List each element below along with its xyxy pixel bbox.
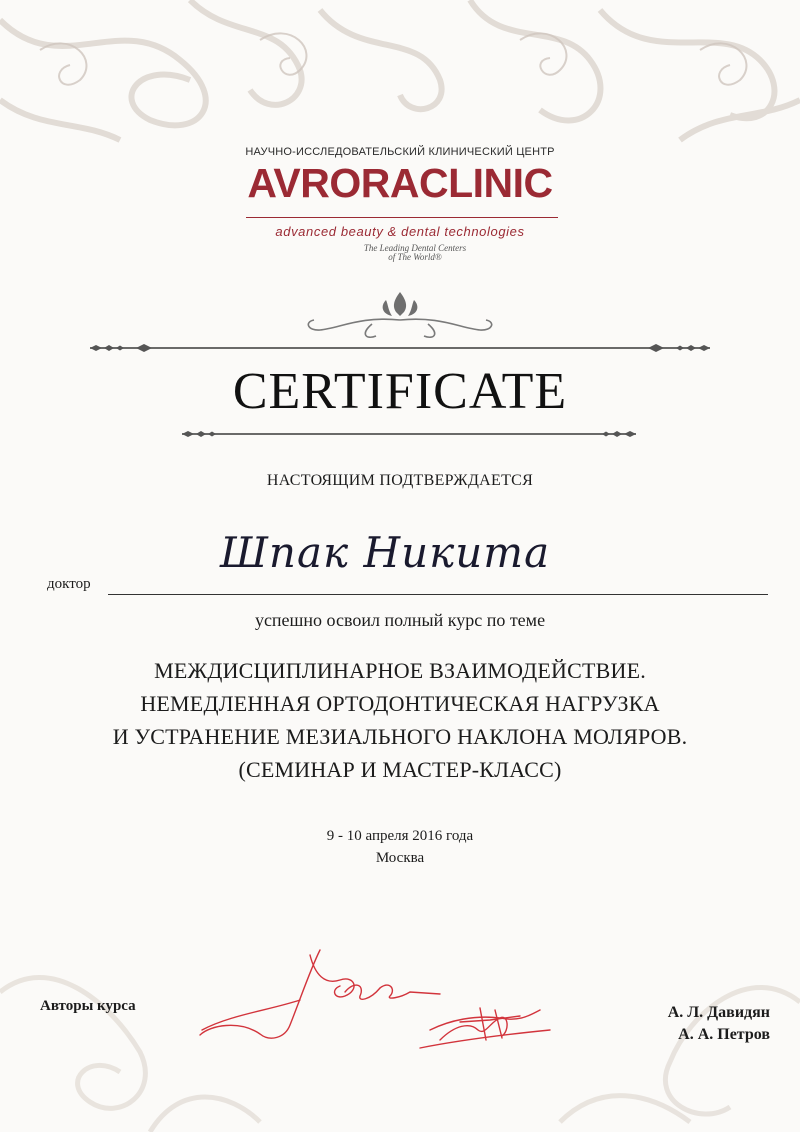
membership-mark: The Leading Dental Centers of The World® [363,243,467,262]
brand-tagline: advanced beauty & dental technologies [275,224,525,239]
confirm-text: НАСТОЯЩИМ ПОДТВЕРЖДАЕТСЯ [266,472,534,489]
course-title [0,654,800,786]
brand-underline [246,217,558,218]
course-title-line: (СЕМИНАР И МАСТЕР-КЛАСС) [238,757,562,782]
authors-label: Авторы курса [40,998,136,1014]
author-name: А. А. Петров [678,1026,770,1043]
bottom-divider [0,424,800,444]
author-signatures [190,930,570,1080]
course-title-line: И УСТРАНЕНИЕ МЕЗИАЛЬНОГО НАКЛОНА МОЛЯРОВ. [112,724,688,749]
course-city: Москва [375,850,425,866]
institute-name: НАУЧНО-ИССЛЕДОВАТЕЛЬСКИЙ КЛИНИЧЕСКИЙ ЦЕНТР [245,146,555,158]
course-title-line: НЕМЕДЛЕННАЯ ОРТОДОНТИЧЕСКАЯ НАГРУЗКА [140,691,660,716]
course-date: 9 - 10 апреля 2016 года [326,828,474,844]
brand-logo-text: AVRORACLINIC [247,160,553,206]
author-name: А. Л. Давидян [667,1004,770,1021]
doctor-underline [108,594,768,595]
course-intro: успешно освоил полный курс по теме [254,610,546,630]
doctor-name-handwritten: Шпак Никита [220,528,551,577]
course-title-line: МЕЖДИСЦИПЛИНАРНОЕ ВЗАИМОДЕЙСТВИЕ. [154,658,646,683]
doctor-row [40,528,770,598]
top-divider [0,286,800,366]
top-ornament [0,0,800,150]
doctor-label: доктор [47,576,91,592]
certificate-title: CERTIFICATE [232,363,568,420]
